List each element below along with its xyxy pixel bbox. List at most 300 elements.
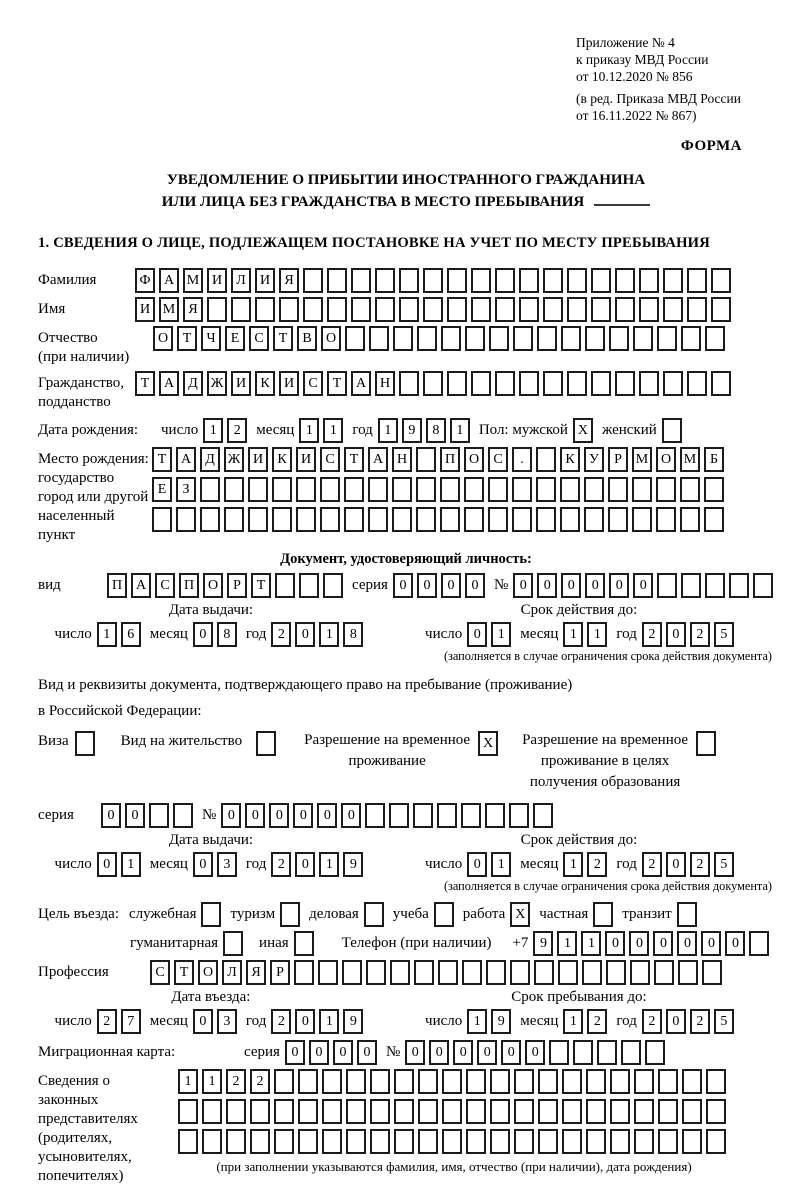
form-cell[interactable]	[678, 960, 698, 985]
form-cell[interactable]	[586, 1099, 606, 1124]
form-cell[interactable]	[248, 507, 268, 532]
form-cell[interactable]: 0	[513, 573, 533, 598]
form-cell[interactable]	[533, 803, 553, 828]
form-cell[interactable]	[438, 960, 458, 985]
form-cell[interactable]: 2	[271, 852, 291, 877]
form-cell[interactable]: 3	[217, 852, 237, 877]
form-cell[interactable]: 1	[491, 622, 511, 647]
form-cell[interactable]	[423, 268, 443, 293]
form-cell[interactable]	[510, 960, 530, 985]
form-cell[interactable]	[606, 960, 626, 985]
form-cell[interactable]	[687, 268, 707, 293]
form-cell[interactable]	[207, 297, 227, 322]
form-cell[interactable]	[704, 507, 724, 532]
form-cell[interactable]	[423, 297, 443, 322]
form-cell[interactable]: С	[488, 447, 508, 472]
form-cell[interactable]	[418, 1099, 438, 1124]
form-cell[interactable]	[706, 1099, 726, 1124]
form-cell[interactable]: 0	[293, 803, 313, 828]
form-cell[interactable]: 2	[642, 1009, 662, 1034]
form-cell[interactable]	[490, 1099, 510, 1124]
form-cell[interactable]: 8	[217, 622, 237, 647]
form-cell[interactable]	[303, 297, 323, 322]
form-cell[interactable]	[584, 477, 604, 502]
form-cell[interactable]	[366, 960, 386, 985]
form-cell[interactable]	[486, 960, 506, 985]
form-cell[interactable]: 0	[605, 931, 625, 956]
form-cell[interactable]: К	[272, 447, 292, 472]
form-cell[interactable]	[399, 268, 419, 293]
form-cell[interactable]: 0	[585, 573, 605, 598]
form-cell[interactable]	[585, 326, 605, 351]
form-cell[interactable]: 0	[666, 852, 686, 877]
form-cell[interactable]	[591, 371, 611, 396]
form-cell[interactable]: Я	[246, 960, 266, 985]
form-cell[interactable]: 0	[221, 803, 241, 828]
form-cell[interactable]	[514, 1129, 534, 1154]
form-cell[interactable]	[323, 573, 343, 598]
form-cell[interactable]: Т	[251, 573, 271, 598]
form-cell[interactable]	[608, 507, 628, 532]
form-cell[interactable]	[370, 1129, 390, 1154]
form-cell[interactable]: 0	[629, 931, 649, 956]
form-cell[interactable]: Ч	[201, 326, 221, 351]
form-cell[interactable]	[573, 1040, 593, 1065]
form-cell[interactable]	[342, 960, 362, 985]
form-cell[interactable]: 0	[97, 852, 117, 877]
form-cell[interactable]: К	[255, 371, 275, 396]
form-cell[interactable]	[705, 326, 725, 351]
form-cell[interactable]	[512, 507, 532, 532]
form-cell[interactable]	[200, 507, 220, 532]
form-cell[interactable]	[711, 268, 731, 293]
form-cell[interactable]: А	[176, 447, 196, 472]
form-cell[interactable]	[275, 573, 295, 598]
form-cell[interactable]	[299, 573, 319, 598]
form-cell[interactable]: 0	[101, 803, 121, 828]
form-cell[interactable]	[509, 803, 529, 828]
form-cell[interactable]: Т	[152, 447, 172, 472]
form-cell[interactable]	[562, 1099, 582, 1124]
form-cell[interactable]	[490, 1129, 510, 1154]
form-cell[interactable]	[375, 297, 395, 322]
form-cell[interactable]	[434, 902, 454, 927]
form-cell[interactable]: С	[249, 326, 269, 351]
form-cell[interactable]	[149, 803, 169, 828]
form-cell[interactable]	[512, 477, 532, 502]
form-cell[interactable]: О	[656, 447, 676, 472]
form-cell[interactable]	[608, 477, 628, 502]
form-cell[interactable]: 0	[467, 622, 487, 647]
form-cell[interactable]: М	[159, 297, 179, 322]
form-cell[interactable]: 5	[714, 852, 734, 877]
form-cell[interactable]: 0	[125, 803, 145, 828]
form-cell[interactable]	[657, 573, 677, 598]
form-cell[interactable]	[495, 371, 515, 396]
form-cell[interactable]	[231, 297, 251, 322]
form-cell[interactable]	[519, 297, 539, 322]
form-cell[interactable]: П	[440, 447, 460, 472]
form-cell[interactable]: Т	[344, 447, 364, 472]
form-cell[interactable]	[390, 960, 410, 985]
form-cell[interactable]: О	[198, 960, 218, 985]
form-cell[interactable]: 0	[677, 931, 697, 956]
form-cell[interactable]	[514, 1069, 534, 1094]
form-cell[interactable]	[465, 326, 485, 351]
form-cell[interactable]	[294, 931, 314, 956]
form-cell[interactable]	[320, 477, 340, 502]
form-cell[interactable]: 1	[178, 1069, 198, 1094]
form-cell[interactable]	[706, 1069, 726, 1094]
form-cell[interactable]	[370, 1099, 390, 1124]
form-cell[interactable]	[322, 1069, 342, 1094]
form-cell[interactable]: М	[632, 447, 652, 472]
form-cell[interactable]	[538, 1069, 558, 1094]
form-cell[interactable]	[662, 418, 682, 443]
form-cell[interactable]: 1	[557, 931, 577, 956]
form-cell[interactable]: X	[478, 731, 498, 756]
form-cell[interactable]: 9	[533, 931, 553, 956]
form-cell[interactable]: .	[512, 447, 532, 472]
form-cell[interactable]: Р	[270, 960, 290, 985]
form-cell[interactable]	[440, 507, 460, 532]
form-cell[interactable]	[586, 1129, 606, 1154]
form-cell[interactable]	[591, 268, 611, 293]
form-cell[interactable]: Н	[375, 371, 395, 396]
form-cell[interactable]: Ж	[224, 447, 244, 472]
form-cell[interactable]	[567, 297, 587, 322]
form-cell[interactable]: 0	[453, 1040, 473, 1065]
form-cell[interactable]	[226, 1099, 246, 1124]
form-cell[interactable]	[318, 960, 338, 985]
form-cell[interactable]	[634, 1129, 654, 1154]
form-cell[interactable]	[656, 507, 676, 532]
form-cell[interactable]	[639, 268, 659, 293]
form-cell[interactable]	[702, 960, 722, 985]
form-cell[interactable]	[447, 297, 467, 322]
form-cell[interactable]	[519, 371, 539, 396]
form-cell[interactable]: Л	[231, 268, 251, 293]
form-cell[interactable]	[178, 1129, 198, 1154]
form-cell[interactable]	[549, 1040, 569, 1065]
form-cell[interactable]	[663, 297, 683, 322]
form-cell[interactable]: С	[150, 960, 170, 985]
form-cell[interactable]: Ж	[207, 371, 227, 396]
form-cell[interactable]	[202, 1099, 222, 1124]
form-cell[interactable]	[519, 268, 539, 293]
form-cell[interactable]	[561, 326, 581, 351]
form-cell[interactable]	[417, 326, 437, 351]
form-cell[interactable]: 0	[309, 1040, 329, 1065]
form-cell[interactable]: 3	[217, 1009, 237, 1034]
form-cell[interactable]	[461, 803, 481, 828]
form-cell[interactable]	[471, 297, 491, 322]
form-cell[interactable]	[513, 326, 533, 351]
form-cell[interactable]	[369, 326, 389, 351]
form-cell[interactable]: А	[159, 268, 179, 293]
form-cell[interactable]	[658, 1099, 678, 1124]
form-cell[interactable]	[274, 1129, 294, 1154]
form-cell[interactable]: С	[303, 371, 323, 396]
form-cell[interactable]	[250, 1129, 270, 1154]
form-cell[interactable]: Ф	[135, 268, 155, 293]
form-cell[interactable]	[442, 1069, 462, 1094]
form-cell[interactable]: А	[131, 573, 151, 598]
form-cell[interactable]: Д	[183, 371, 203, 396]
form-cell[interactable]	[706, 1129, 726, 1154]
form-cell[interactable]: А	[159, 371, 179, 396]
form-cell[interactable]: Н	[392, 447, 412, 472]
form-cell[interactable]	[466, 1069, 486, 1094]
form-cell[interactable]	[224, 477, 244, 502]
form-cell[interactable]: Л	[222, 960, 242, 985]
form-cell[interactable]: К	[560, 447, 580, 472]
form-cell[interactable]: 0	[295, 622, 315, 647]
form-cell[interactable]: 9	[402, 418, 422, 443]
form-cell[interactable]: М	[183, 268, 203, 293]
form-cell[interactable]: 9	[343, 852, 363, 877]
form-cell[interactable]	[658, 1069, 678, 1094]
form-cell[interactable]: Я	[279, 268, 299, 293]
form-cell[interactable]: 0	[357, 1040, 377, 1065]
form-cell[interactable]: 2	[250, 1069, 270, 1094]
form-cell[interactable]	[344, 507, 364, 532]
form-cell[interactable]: X	[573, 418, 593, 443]
form-cell[interactable]	[534, 960, 554, 985]
form-cell[interactable]	[560, 507, 580, 532]
form-cell[interactable]: 0	[295, 852, 315, 877]
form-cell[interactable]	[346, 1099, 366, 1124]
form-cell[interactable]: 9	[491, 1009, 511, 1034]
form-cell[interactable]: Т	[177, 326, 197, 351]
form-cell[interactable]	[610, 1099, 630, 1124]
form-cell[interactable]	[200, 477, 220, 502]
form-cell[interactable]	[322, 1099, 342, 1124]
form-cell[interactable]	[255, 297, 275, 322]
form-cell[interactable]	[399, 297, 419, 322]
form-cell[interactable]	[423, 371, 443, 396]
form-cell[interactable]	[75, 731, 95, 756]
form-cell[interactable]: 5	[714, 1009, 734, 1034]
form-cell[interactable]	[630, 960, 650, 985]
form-cell[interactable]	[634, 1069, 654, 1094]
form-cell[interactable]: 2	[587, 852, 607, 877]
form-cell[interactable]	[178, 1099, 198, 1124]
form-cell[interactable]	[536, 507, 556, 532]
form-cell[interactable]	[681, 326, 701, 351]
form-cell[interactable]	[471, 268, 491, 293]
form-cell[interactable]: И	[279, 371, 299, 396]
form-cell[interactable]: П	[179, 573, 199, 598]
form-cell[interactable]: О	[321, 326, 341, 351]
form-cell[interactable]: 0	[441, 573, 461, 598]
form-cell[interactable]: 0	[477, 1040, 497, 1065]
form-cell[interactable]	[250, 1099, 270, 1124]
form-cell[interactable]	[327, 297, 347, 322]
form-cell[interactable]	[327, 268, 347, 293]
form-cell[interactable]	[586, 1069, 606, 1094]
form-cell[interactable]: О	[153, 326, 173, 351]
form-cell[interactable]	[538, 1129, 558, 1154]
form-cell[interactable]	[418, 1069, 438, 1094]
form-cell[interactable]: 0	[417, 573, 437, 598]
form-cell[interactable]: 0	[341, 803, 361, 828]
form-cell[interactable]	[682, 1099, 702, 1124]
form-cell[interactable]	[274, 1099, 294, 1124]
form-cell[interactable]	[322, 1129, 342, 1154]
form-cell[interactable]: 0	[193, 622, 213, 647]
form-cell[interactable]: 0	[501, 1040, 521, 1065]
form-cell[interactable]	[560, 477, 580, 502]
form-cell[interactable]	[705, 573, 725, 598]
form-cell[interactable]: 5	[714, 622, 734, 647]
form-cell[interactable]	[471, 371, 491, 396]
form-cell[interactable]	[536, 477, 556, 502]
form-cell[interactable]	[621, 1040, 641, 1065]
form-cell[interactable]: 0	[295, 1009, 315, 1034]
form-cell[interactable]	[418, 1129, 438, 1154]
form-cell[interactable]	[280, 902, 300, 927]
form-cell[interactable]: 8	[426, 418, 446, 443]
form-cell[interactable]	[173, 803, 193, 828]
form-cell[interactable]: 1	[121, 852, 141, 877]
form-cell[interactable]: В	[297, 326, 317, 351]
form-cell[interactable]	[536, 447, 556, 472]
form-cell[interactable]	[442, 1099, 462, 1124]
form-cell[interactable]	[658, 1129, 678, 1154]
form-cell[interactable]: 0	[666, 1009, 686, 1034]
form-cell[interactable]: 6	[121, 622, 141, 647]
form-cell[interactable]	[704, 477, 724, 502]
form-cell[interactable]: Т	[135, 371, 155, 396]
form-cell[interactable]	[464, 477, 484, 502]
form-cell[interactable]	[447, 371, 467, 396]
form-cell[interactable]: 1	[491, 852, 511, 877]
form-cell[interactable]	[543, 371, 563, 396]
form-cell[interactable]	[440, 477, 460, 502]
form-cell[interactable]	[615, 371, 635, 396]
form-cell[interactable]	[351, 297, 371, 322]
form-cell[interactable]: О	[464, 447, 484, 472]
form-cell[interactable]: Е	[225, 326, 245, 351]
form-cell[interactable]	[582, 960, 602, 985]
form-cell[interactable]	[749, 931, 769, 956]
form-cell[interactable]: И	[255, 268, 275, 293]
form-cell[interactable]: И	[296, 447, 316, 472]
form-cell[interactable]	[639, 297, 659, 322]
form-cell[interactable]	[296, 477, 316, 502]
form-cell[interactable]	[394, 1069, 414, 1094]
form-cell[interactable]	[567, 268, 587, 293]
form-cell[interactable]	[392, 507, 412, 532]
form-cell[interactable]: 1	[319, 1009, 339, 1034]
form-cell[interactable]: 2	[690, 622, 710, 647]
form-cell[interactable]	[272, 507, 292, 532]
form-cell[interactable]: У	[584, 447, 604, 472]
form-cell[interactable]	[462, 960, 482, 985]
form-cell[interactable]	[303, 268, 323, 293]
form-cell[interactable]: 2	[587, 1009, 607, 1034]
form-cell[interactable]	[223, 931, 243, 956]
form-cell[interactable]	[274, 1069, 294, 1094]
form-cell[interactable]	[248, 477, 268, 502]
form-cell[interactable]: А	[351, 371, 371, 396]
form-cell[interactable]: З	[176, 477, 196, 502]
form-cell[interactable]	[680, 507, 700, 532]
form-cell[interactable]: 8	[343, 622, 363, 647]
form-cell[interactable]: С	[155, 573, 175, 598]
form-cell[interactable]: 7	[121, 1009, 141, 1034]
form-cell[interactable]: 0	[465, 573, 485, 598]
form-cell[interactable]	[488, 477, 508, 502]
form-cell[interactable]	[729, 573, 749, 598]
form-cell[interactable]	[464, 507, 484, 532]
form-cell[interactable]: Т	[327, 371, 347, 396]
form-cell[interactable]	[399, 371, 419, 396]
form-cell[interactable]: 0	[317, 803, 337, 828]
form-cell[interactable]	[351, 268, 371, 293]
form-cell[interactable]: 9	[343, 1009, 363, 1034]
form-cell[interactable]	[657, 326, 677, 351]
form-cell[interactable]: 1	[563, 622, 583, 647]
form-cell[interactable]: И	[231, 371, 251, 396]
form-cell[interactable]: 1	[563, 852, 583, 877]
form-cell[interactable]	[609, 326, 629, 351]
form-cell[interactable]	[610, 1069, 630, 1094]
form-cell[interactable]: Р	[608, 447, 628, 472]
form-cell[interactable]	[687, 371, 707, 396]
form-cell[interactable]: Т	[273, 326, 293, 351]
form-cell[interactable]	[490, 1069, 510, 1094]
form-cell[interactable]: 0	[653, 931, 673, 956]
form-cell[interactable]: 0	[193, 1009, 213, 1034]
form-cell[interactable]	[416, 477, 436, 502]
form-cell[interactable]	[394, 1129, 414, 1154]
form-cell[interactable]	[495, 297, 515, 322]
form-cell[interactable]	[294, 960, 314, 985]
form-cell[interactable]	[654, 960, 674, 985]
form-cell[interactable]	[345, 326, 365, 351]
form-cell[interactable]	[256, 731, 276, 756]
form-cell[interactable]	[677, 902, 697, 927]
form-cell[interactable]	[696, 731, 716, 756]
form-cell[interactable]	[279, 297, 299, 322]
form-cell[interactable]: 0	[393, 573, 413, 598]
form-cell[interactable]: 1	[299, 418, 319, 443]
form-cell[interactable]	[562, 1129, 582, 1154]
form-cell[interactable]	[202, 1129, 222, 1154]
form-cell[interactable]: И	[135, 297, 155, 322]
form-cell[interactable]: 1	[378, 418, 398, 443]
form-cell[interactable]: 2	[642, 852, 662, 877]
form-cell[interactable]	[663, 268, 683, 293]
form-cell[interactable]	[632, 507, 652, 532]
form-cell[interactable]	[633, 326, 653, 351]
form-cell[interactable]	[466, 1099, 486, 1124]
form-cell[interactable]	[416, 507, 436, 532]
form-cell[interactable]: 1	[319, 852, 339, 877]
form-cell[interactable]: 0	[467, 852, 487, 877]
form-cell[interactable]	[543, 268, 563, 293]
form-cell[interactable]: 0	[701, 931, 721, 956]
form-cell[interactable]	[711, 371, 731, 396]
form-cell[interactable]	[365, 803, 385, 828]
form-cell[interactable]	[346, 1069, 366, 1094]
form-cell[interactable]	[682, 1069, 702, 1094]
form-cell[interactable]: Б	[704, 447, 724, 472]
form-cell[interactable]	[711, 297, 731, 322]
form-cell[interactable]: 1	[202, 1069, 222, 1094]
